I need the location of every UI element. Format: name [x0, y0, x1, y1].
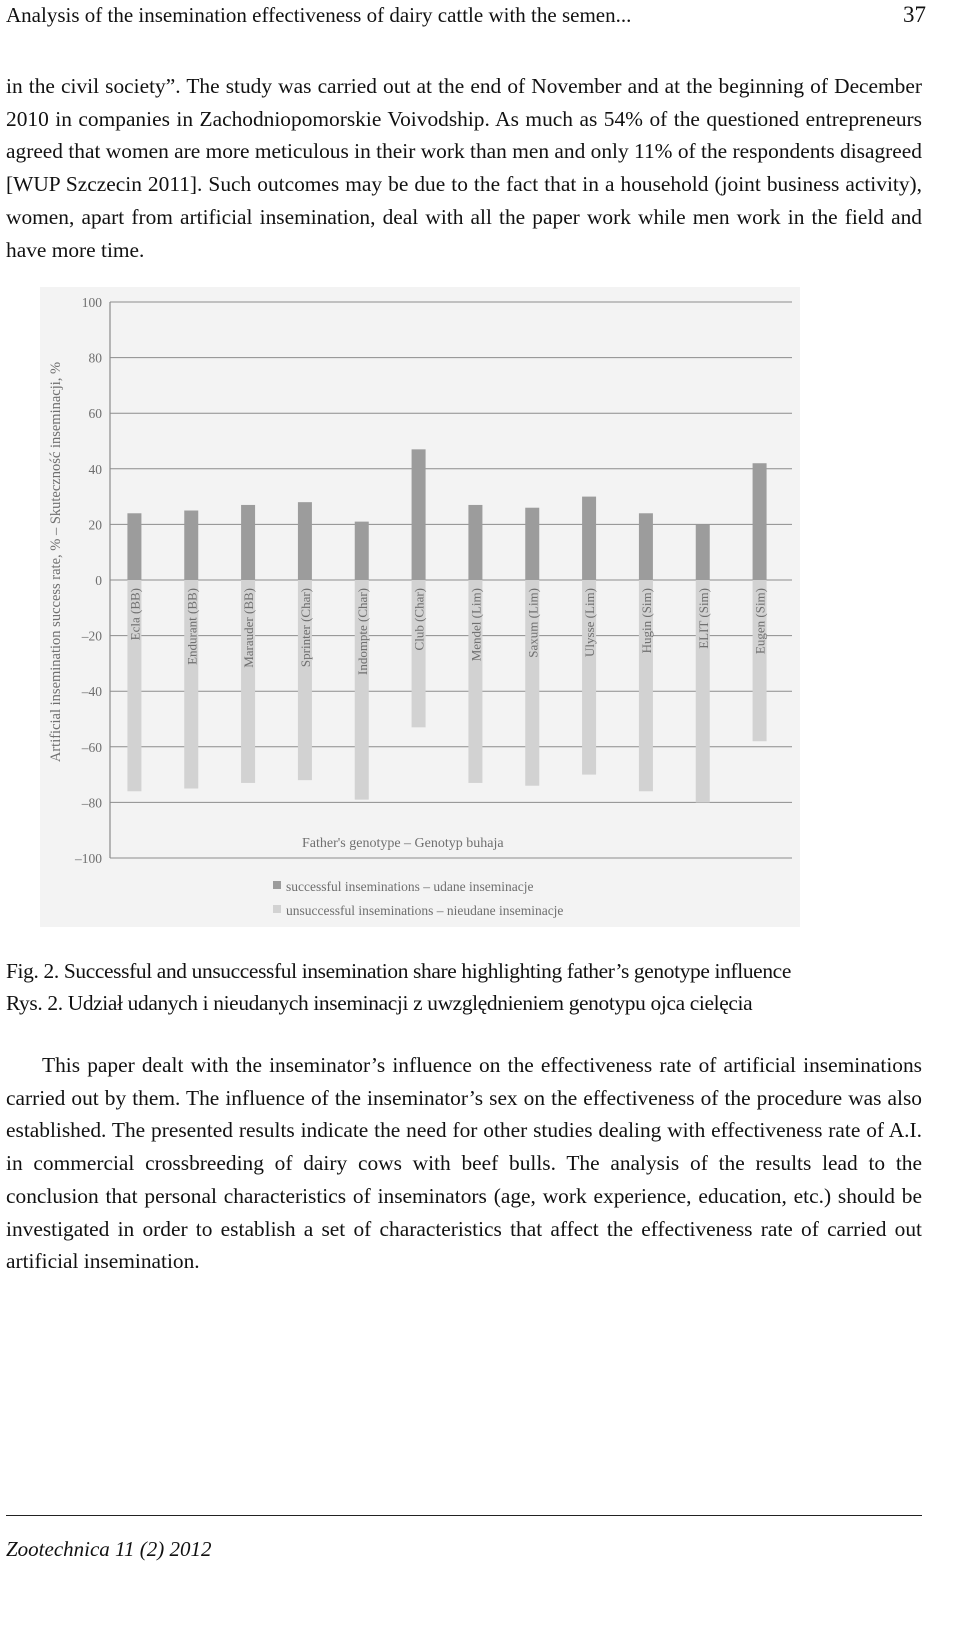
legend-label-unsuccessful: unsuccessful inseminations – nieudane inseminacje — [286, 903, 564, 918]
y-tick-label: –40 — [81, 684, 102, 700]
page-number: 37 — [903, 2, 926, 27]
body-paragraph: This paper dealt with the inseminator’s influence on the effectiveness rate of artificial inseminations carried out by them. The influence of the inseminator’s sex on the effectiveness of the procedure was also established. The presented results indicate the need for other studies dealing with effectiveness rate of A.I. in commercial crossbreeding of dairy cows with beef bulls. The analysis of the results lead to the conclusion that personal characteristics of inseminators (age, work experience, education, etc.) should be investigated in order to establish a set of characteristics that affect the effectiveness rate of carried out artificial insemination. — [6, 1053, 922, 1274]
bar-successful — [184, 511, 198, 581]
category-label: Club (Char) — [411, 588, 427, 651]
category-label: Indompte (Char) — [354, 588, 370, 676]
category-label: Endurant (BB) — [184, 588, 200, 665]
y-tick-label: 60 — [88, 406, 102, 422]
body-paragraph: in the civil society”. The study was carried out at the end of November and at the beginning of December 2010 in companies in Zachodniopomorskie Voivodship. As much as 54% of the questioned entrepreneurs agreed that women are more meticulous in their work than men and only 11% of the respondents disagreed [WUP Szczecin 2011]. Such outcomes may be due to the fact that in a household (joint business activity), women, apart from artificial insemination, deal with all the paper work while men work in the field and have more time. — [6, 74, 922, 262]
category-label: Ecla (BB) — [127, 588, 143, 641]
legend-label-successful: successful inseminations – udane inseminacje — [286, 879, 534, 894]
y-tick-label: 100 — [81, 295, 102, 310]
x-axis-label: Father's genotype – Genotyp buhaja — [302, 836, 504, 851]
category-label: Ulysse (Lim) — [582, 588, 598, 657]
bar-successful — [127, 513, 141, 580]
category-label: Hugin (Sim) — [638, 588, 654, 654]
bar-chart — [40, 287, 800, 927]
running-title: Analysis of the insemination effectiveness of dairy cattle with the semen... — [6, 3, 632, 27]
bar-successful — [525, 508, 539, 580]
chart-svg — [40, 287, 800, 927]
y-axis-label: Artificial insemination success rate, % – Skuteczność inseminacji, % — [48, 361, 64, 763]
y-tick-label: –60 — [81, 739, 102, 755]
category-label: Saxum (Lim) — [525, 588, 541, 658]
running-header — [6, 0, 926, 30]
legend-swatch-unsuccessful — [273, 905, 281, 913]
y-tick-label: 0 — [95, 573, 102, 588]
y-tick-label: 40 — [88, 461, 102, 477]
bar-successful — [639, 513, 653, 580]
category-label: ELIT (Sim) — [695, 588, 711, 649]
bar-successful — [412, 449, 426, 580]
bar-successful — [696, 524, 710, 580]
category-label: Eugen (Sim) — [752, 588, 768, 655]
category-label: Mendel (Lim) — [468, 588, 484, 662]
category-label: Sprinter (Char) — [297, 588, 313, 668]
journal-footer: Zootechnica 11 (2) 2012 — [6, 1537, 212, 1561]
bar-successful — [753, 463, 767, 580]
y-tick-label: –20 — [81, 628, 102, 644]
y-tick-label: –100 — [75, 851, 102, 866]
legend-swatch-successful — [273, 881, 281, 889]
y-tick-label: –80 — [81, 795, 102, 811]
bar-successful — [241, 505, 255, 580]
footer-divider — [6, 1515, 922, 1516]
bar-successful — [582, 497, 596, 580]
bar-successful — [298, 502, 312, 580]
bar-successful — [468, 505, 482, 580]
y-tick-label: 20 — [88, 517, 102, 533]
figure-caption-en: Fig. 2. Successful and unsuccessful insemination share highlighting father’s genotype influence — [6, 959, 791, 983]
category-label: Marauder (BB) — [241, 588, 257, 668]
figure-caption-pl: Rys. 2. Udział udanych i nieudanych inseminacji z uwzględnieniem genotypu ojca cielęcia — [6, 991, 753, 1015]
y-tick-label: 80 — [88, 350, 102, 366]
bar-successful — [355, 522, 369, 580]
